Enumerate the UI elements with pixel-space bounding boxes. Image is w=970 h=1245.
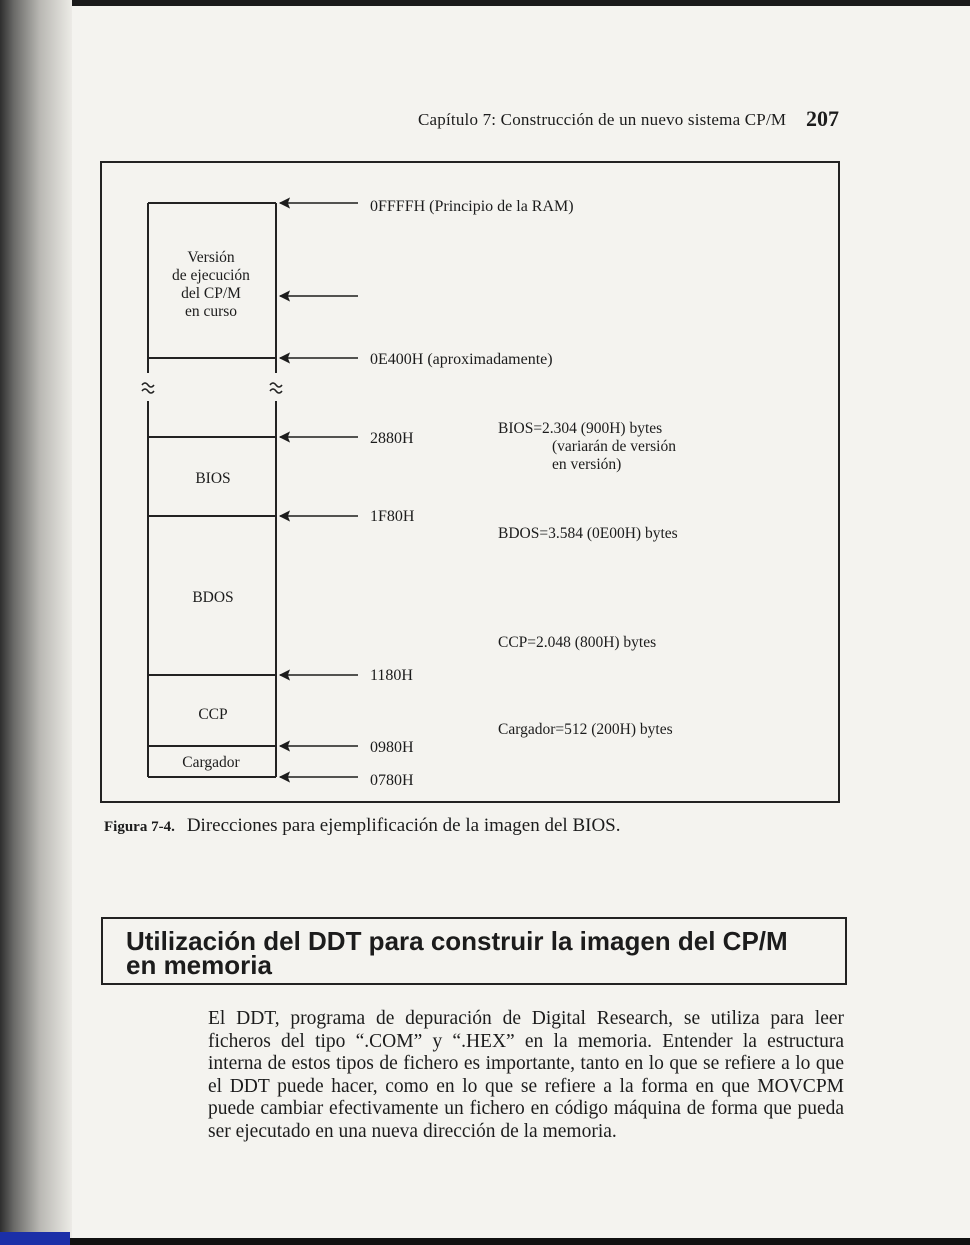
running-head: Capítulo 7: Construcción de un nuevo sistema CP/M xyxy=(418,110,787,129)
memory-map-diagram xyxy=(100,161,840,803)
address-1f80: 1F80H xyxy=(370,508,415,525)
body-paragraph: El DDT, programa de depuración de Digital Research, se utiliza para leer ficheros del tipo “.COM” y “.HEX” en la memoria. Entender la estructura interna de estos tipos de fichero es importante, tanto en lo que se refiere a lo que el DDT puede hacer, como en lo que se refiere a la forma en que MOVCPM puede cambiar efectivamente un fichero en código máquina de forma que pueda ser ejecutado en una nueva dirección de la memoria. xyxy=(208,1008,844,1142)
block-version-line4: en curso xyxy=(184,303,238,320)
address-0980: 0980H xyxy=(370,739,414,756)
size-ccp: CCP=2.048 (800H) bytes xyxy=(498,634,657,651)
section-title xyxy=(126,926,826,980)
section-title-line1: Utilización del DDT para construir la imagen del CP/M xyxy=(126,926,788,956)
block-version-line3: del CP/M xyxy=(181,285,241,302)
scan-top-edge xyxy=(0,0,970,6)
block-bios: BIOS xyxy=(195,470,231,487)
size-bios-line3: en versión) xyxy=(552,456,622,473)
section-title-line2: en memoria xyxy=(126,950,272,980)
address-1180: 1180H xyxy=(370,667,413,684)
block-loader: Cargador xyxy=(182,754,240,771)
address-arrows xyxy=(280,203,358,777)
address-0780: 0780H xyxy=(370,772,414,789)
scan-bottom-edge xyxy=(0,1238,970,1245)
address-2880: 2880H xyxy=(370,430,414,447)
block-bdos: BDOS xyxy=(192,589,234,606)
block-version-line1: Versión xyxy=(187,249,235,266)
figure-caption-lead: Figura 7-4. xyxy=(104,819,175,835)
block-version-line2: de ejecución xyxy=(172,267,250,284)
section-heading-box xyxy=(101,917,847,985)
figure-caption-text: Direcciones para ejemplificación de la imagen del BIOS. xyxy=(186,815,621,836)
book-gutter-shadow xyxy=(0,0,72,1245)
size-bdos: BDOS=3.584 (0E00H) bytes xyxy=(498,525,678,542)
size-loader: Cargador=512 (200H) bytes xyxy=(498,721,673,738)
block-ccp: CCP xyxy=(198,706,228,723)
address-ram-top: 0FFFFH (Principio de la RAM) xyxy=(370,198,574,215)
break-marks xyxy=(142,383,282,393)
page-number: 207 xyxy=(806,106,839,131)
figure-caption xyxy=(104,815,621,837)
size-bios-line1: BIOS=2.304 (900H) bytes xyxy=(498,420,663,437)
scan-corner-mark xyxy=(0,1232,70,1245)
size-bios-line2: (variarán de versión xyxy=(552,438,676,455)
address-cpm-start: 0E400H (aproximadamente) xyxy=(370,351,553,368)
